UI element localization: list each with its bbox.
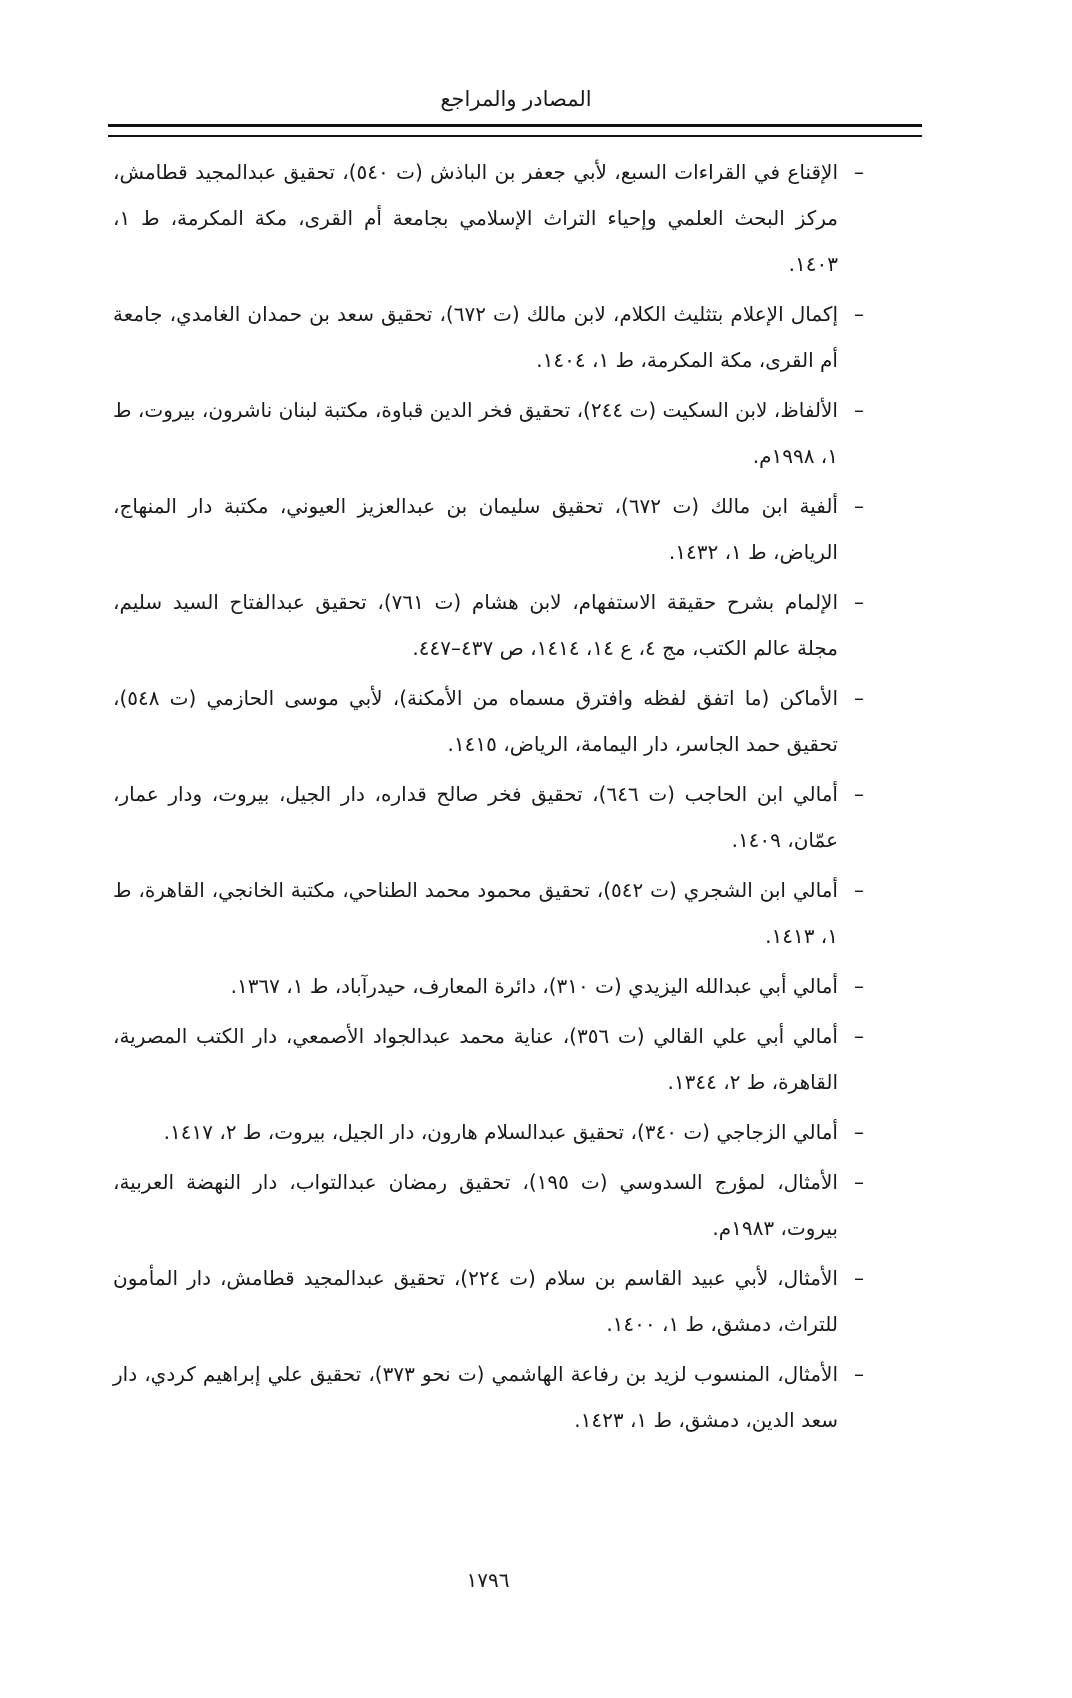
- reference-entry: [113, 867, 868, 959]
- reference-text: الأمثال، لأبي عبيد القاسم بن سلام (ت ٢٢٤)، تحقيق عبدالمجيد قطامش، دار المأمون للتراث، دمشق، ط ١، ١٤٠٠.: [113, 1266, 838, 1336]
- running-header-title: المصادر والمراجع: [440, 87, 592, 111]
- reference-text: الألفاظ، لابن السكيت (ت ٢٤٤)، تحقيق فخر الدين قباوة، مكتبة لبنان ناشرون، بيروت، ط ١، ١٩٩٨م.: [113, 398, 838, 468]
- entry-dash-marker: –: [854, 494, 864, 518]
- reference-entry: [113, 483, 868, 575]
- entry-dash-marker: –: [854, 974, 864, 998]
- reference-text: أمالي أبي عبدالله اليزيدي (ت ٣١٠)، دائرة المعارف، حيدرآباد، ط ١، ١٣٦٧.: [230, 974, 838, 998]
- reference-text: الأمثال، المنسوب لزيد بن رفاعة الهاشمي (ت نحو ٣٧٣)، تحقيق علي إبراهيم كردي، دار سعد الدين، دمشق، ط ١، ١٤٢٣.: [113, 1362, 838, 1432]
- reference-text: ألفية ابن مالك (ت ٦٧٢)، تحقيق سليمان بن عبدالعزيز العيوني، مكتبة دار المنهاج، الرياض، ط ١، ١٤٣٢.: [113, 494, 838, 564]
- entry-dash-marker: –: [854, 1024, 864, 1048]
- entry-dash-marker: –: [854, 1362, 864, 1386]
- reference-entry: [113, 675, 868, 767]
- entry-dash-marker: –: [854, 878, 864, 902]
- reference-entry: [113, 1255, 868, 1347]
- reference-text: أمالي الزجاجي (ت ٣٤٠)، تحقيق عبدالسلام هارون، دار الجيل، بيروت، ط ٢، ١٤١٧.: [163, 1120, 838, 1144]
- reference-text: أمالي ابن الحاجب (ت ٦٤٦)، تحقيق فخر صالح قداره، دار الجيل، بيروت، ودار عمار، عمّان، ١٤٠٩.: [113, 782, 838, 852]
- reference-text: أمالي أبي علي القالي (ت ٣٥٦)، عناية محمد عبدالجواد الأصمعي، دار الكتب المصرية، القاهرة، ط ٢، ١٣٤٤.: [113, 1024, 838, 1094]
- reference-entry: [113, 1109, 868, 1155]
- entry-dash-marker: –: [854, 302, 864, 326]
- reference-entry: [113, 579, 868, 671]
- reference-entry: [113, 1159, 868, 1251]
- reference-entry: [113, 963, 868, 1009]
- entry-dash-marker: –: [854, 1170, 864, 1194]
- entry-dash-marker: –: [854, 686, 864, 710]
- references-list: [113, 149, 868, 1447]
- entry-dash-marker: –: [854, 590, 864, 614]
- reference-entry: [113, 291, 868, 383]
- reference-text: الأمثال، لمؤرج السدوسي (ت ١٩٥)، تحقيق رمضان عبدالتواب، دار النهضة العربية، بيروت، ١٩٨٣م.: [113, 1170, 838, 1240]
- reference-text: أمالي ابن الشجري (ت ٥٤٢)، تحقيق محمود محمد الطناحي، مكتبة الخانجي، القاهرة، ط ١، ١٤١٣.: [113, 878, 838, 948]
- entry-dash-marker: –: [854, 398, 864, 422]
- reference-text: الإلمام بشرح حقيقة الاستفهام، لابن هشام (ت ٧٦١)، تحقيق عبدالفتاح السيد سليم، مجلة عالم الكتب، مج ٤، ع ١٤، ١٤١٤، ص ٤٣٧–٤٤٧.: [113, 590, 838, 660]
- reference-entry: [113, 1013, 868, 1105]
- entry-dash-marker: –: [854, 782, 864, 806]
- reference-entry: [113, 149, 868, 287]
- page-number: ١٧٩٦: [466, 1568, 510, 1592]
- reference-entry: [113, 387, 868, 479]
- reference-text: إكمال الإعلام بتثليث الكلام، لابن مالك (ت ٦٧٢)، تحقيق سعد بن حمدان الغامدي، جامعة أم القرى، مكة المكرمة، ط ١، ١٤٠٤.: [113, 302, 838, 372]
- entry-dash-marker: –: [854, 160, 864, 184]
- reference-entry: [113, 1351, 868, 1443]
- reference-entry: [113, 771, 868, 863]
- reference-text: الأماكن (ما اتفق لفظه وافترق مسماه من الأمكنة)، لأبي موسى الحازمي (ت ٥٤٨)، تحقيق حمد الجاسر، دار اليمامة، الرياض، ١٤١٥.: [113, 686, 838, 756]
- entry-dash-marker: –: [854, 1120, 864, 1144]
- reference-text: الإقناع في القراءات السبع، لأبي جعفر بن الباذش (ت ٥٤٠)، تحقيق عبدالمجيد قطامش، مركز البحث العلمي وإحياء التراث الإسلامي بجامعة أم القرى، مكة المكرمة، ط ١، ١٤٠٣.: [113, 160, 838, 276]
- entry-dash-marker: –: [854, 1266, 864, 1290]
- header-rule-thin: [108, 135, 922, 137]
- header-rule-thick: [108, 124, 922, 127]
